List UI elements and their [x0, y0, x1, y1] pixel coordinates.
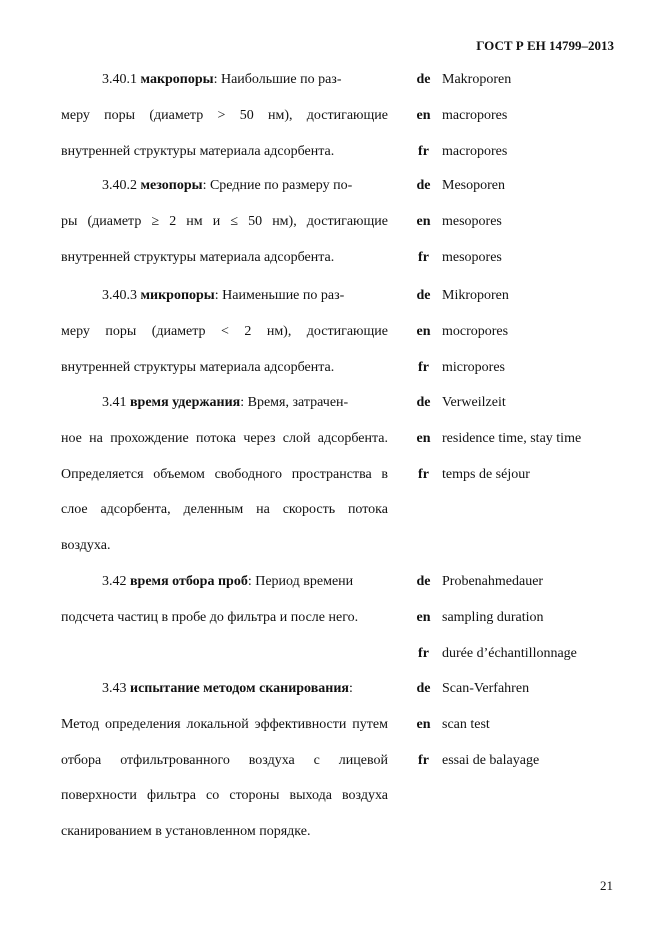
translated-term: scan test — [442, 716, 490, 732]
translated-term: Verweilzeit — [442, 395, 506, 410]
translation-row-en — [405, 707, 625, 743]
term-definition — [61, 62, 388, 169]
translated-term: micropores — [442, 359, 505, 375]
lang-code: en — [416, 716, 431, 732]
lang-code: en — [416, 107, 431, 123]
term-definition — [61, 671, 388, 850]
definition-rest: ры (диаметр ≥ 2 нм и ≤ 50 нм), достигающие внутренней структуры материала адсорбента. — [61, 213, 388, 265]
translation-row-en — [405, 421, 625, 457]
translations — [405, 385, 625, 492]
translation-row-de — [405, 385, 625, 421]
translated-term: Makroporen — [442, 72, 512, 87]
translated-term: temps de séjour — [442, 466, 530, 482]
translations — [405, 168, 625, 275]
lang-code: en — [416, 213, 431, 229]
term-name: микропоры — [140, 288, 215, 303]
lang-code: de — [416, 72, 431, 87]
translated-term: mesopores — [442, 249, 502, 265]
translated-term: Scan-Verfahren — [442, 681, 530, 696]
translated-term: sampling duration — [442, 609, 544, 625]
definition-rest: меру поры (диаметр < 2 нм), достигающие внутренней структуры материала адсорбента. — [61, 323, 388, 375]
term-name: время удержания — [130, 395, 241, 410]
translated-term: mocropores — [442, 323, 509, 339]
translation-row-fr — [405, 457, 625, 493]
translation-row-en — [405, 314, 625, 350]
entry-number: 3.40.2 — [102, 178, 137, 193]
term-name: мезопоры — [140, 178, 203, 193]
translated-term: essai de balayage — [442, 752, 540, 768]
translated-term: macropores — [442, 143, 508, 159]
definition-rest: ное на прохождение потока через слой адсорбента. Определяется объемом свободного пространства в слое адсорбента, деленным на скорость потока воздуха. — [61, 430, 388, 554]
definition-rest: Метод определения локальной эффективности путем отбора отфильтрованного воздуха с лицевой поверхности фильтра со стороны выхода воздуха сканированием в установленном порядке. — [61, 716, 388, 840]
lang-code: de — [416, 178, 431, 193]
lang-code: en — [416, 430, 431, 446]
term-definition — [61, 385, 388, 564]
entry-number: 3.43 — [102, 681, 127, 696]
lang-code: de — [416, 288, 431, 303]
definition-first: Наименьшие по раз- — [218, 288, 345, 303]
translated-term: residence time, stay time — [442, 430, 582, 446]
entry-number: 3.42 — [102, 574, 127, 589]
translations — [405, 564, 625, 671]
translation-row-fr — [405, 743, 625, 779]
translation-row-fr — [405, 134, 625, 170]
term-definition — [61, 564, 388, 636]
translations — [405, 62, 625, 169]
page-number: 21 — [600, 878, 613, 893]
translation-row-en — [405, 600, 625, 636]
lang-code: fr — [418, 752, 429, 768]
translations — [405, 671, 625, 778]
document-code: ГОСТ Р ЕН 14799–2013 — [476, 38, 614, 53]
term-separator: : — [202, 178, 207, 193]
translated-term: durée d’échantillonnage — [442, 645, 577, 661]
translation-row-de — [405, 168, 625, 204]
translation-row-fr — [405, 350, 625, 386]
term-name: время отбора проб — [130, 574, 248, 589]
term-name: макропоры — [140, 72, 214, 87]
translation-row-fr — [405, 636, 625, 672]
term-separator: : — [247, 574, 252, 589]
lang-code: en — [416, 609, 431, 625]
lang-code: fr — [418, 249, 429, 265]
lang-code: fr — [418, 359, 429, 375]
term-separator: : — [240, 395, 245, 410]
translation-row-de — [405, 564, 625, 600]
translation-row-de — [405, 671, 625, 707]
translated-term: Mikroporen — [442, 288, 509, 303]
term-name: испытание методом сканирования — [130, 681, 349, 696]
definition-first: Время, затрачен- — [244, 395, 349, 410]
translation-row-de — [405, 62, 625, 98]
definition-rest: меру поры (диаметр > 50 нм), достигающие внутренней структуры материала адсорбента. — [61, 107, 388, 159]
definition-rest: подсчета частиц в пробе до фильтра и после него. — [61, 609, 359, 625]
term-definition — [61, 168, 388, 275]
lang-code: de — [416, 395, 431, 410]
term-separator: : — [214, 288, 219, 303]
term-separator: : — [348, 681, 353, 696]
term-separator: : — [213, 72, 218, 87]
lang-code: en — [416, 323, 431, 339]
lang-code: de — [416, 574, 431, 589]
translation-row-en — [405, 98, 625, 134]
lang-code: fr — [418, 466, 429, 482]
lang-code: fr — [418, 143, 429, 159]
translation-row-en — [405, 204, 625, 240]
translated-term: Probenahmedauer — [442, 574, 544, 589]
entry-number: 3.41 — [102, 395, 127, 410]
lang-code: fr — [418, 645, 429, 661]
translation-row-fr — [405, 240, 625, 276]
definition-first: Наибольшие по раз- — [217, 72, 342, 87]
definition-first: Период времени — [251, 574, 354, 589]
entry-number: 3.40.3 — [102, 288, 137, 303]
entry-number: 3.40.1 — [102, 72, 137, 87]
translations — [405, 278, 625, 385]
translated-term: macropores — [442, 107, 508, 123]
term-definition — [61, 278, 388, 385]
translated-term: Mesoporen — [442, 178, 505, 193]
lang-code: de — [416, 681, 431, 696]
translated-term: mesopores — [442, 213, 502, 229]
definition-first: Средние по размеру по- — [206, 178, 353, 193]
translation-row-de — [405, 278, 625, 314]
